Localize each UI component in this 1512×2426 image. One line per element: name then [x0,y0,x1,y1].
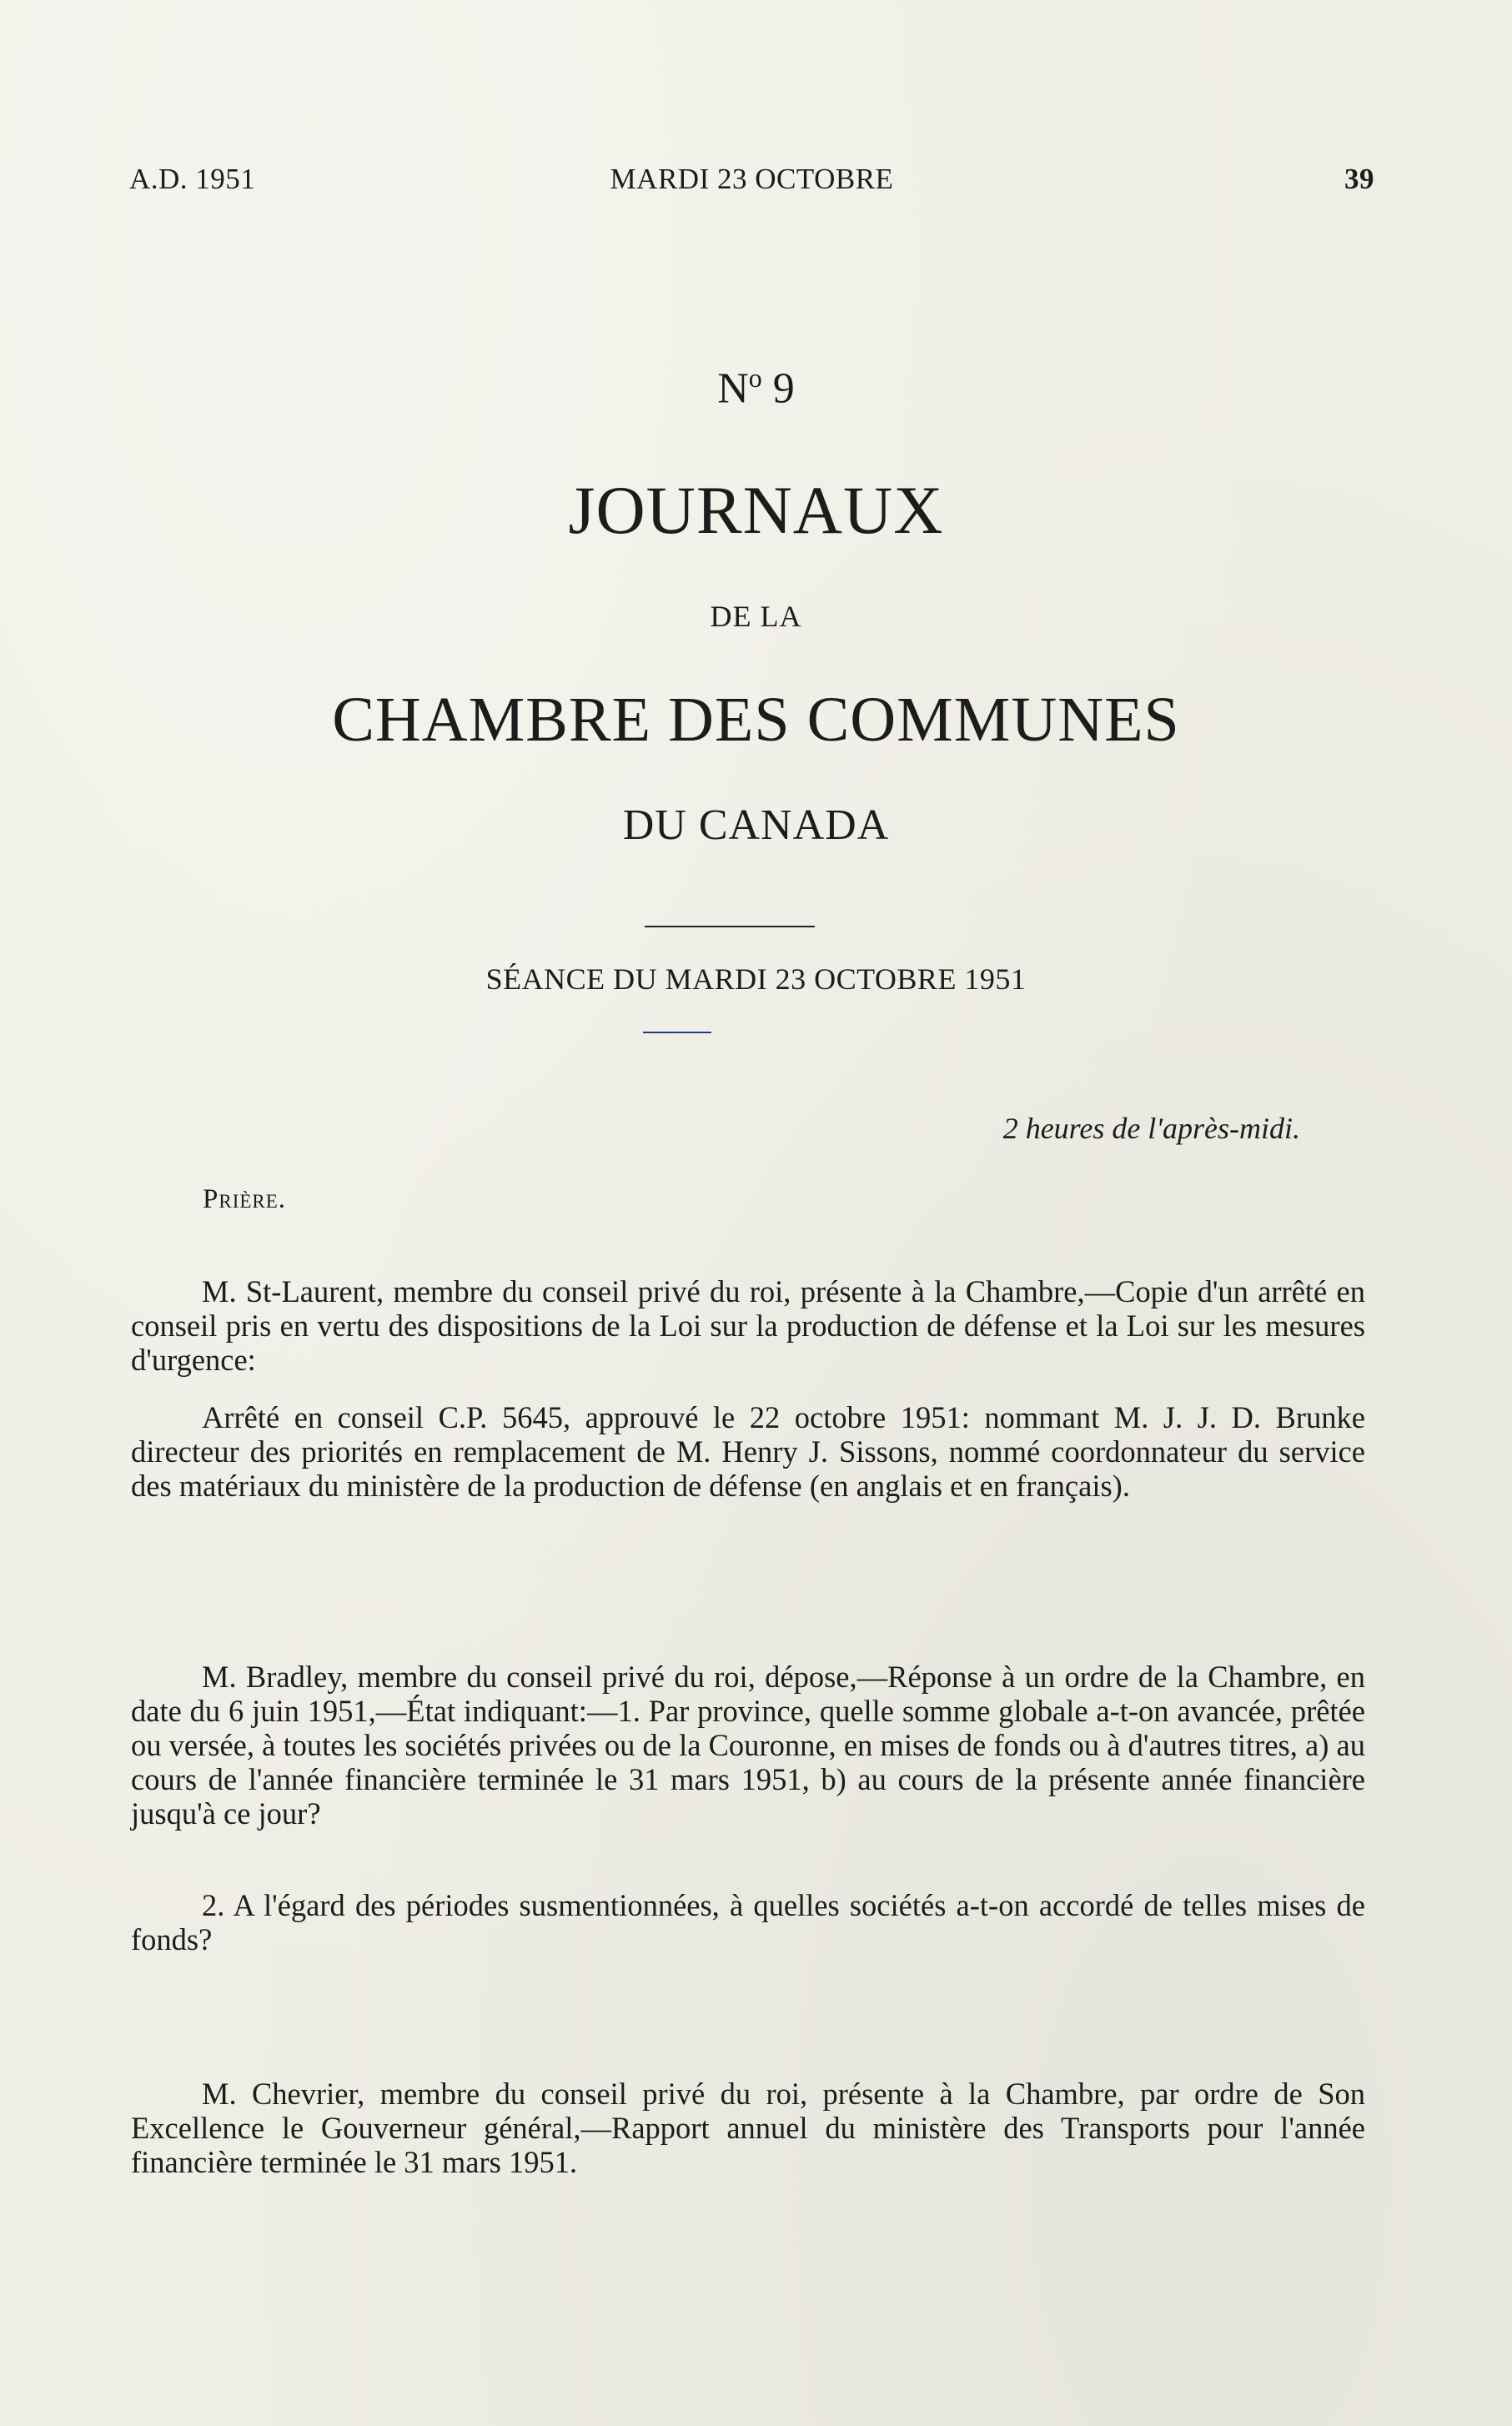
paragraph [131,1660,1365,1831]
paragraph-text: M. St-Laurent, membre du conseil privé du roi, présente à la Chambre,—Copie d'un arrêté en conseil pris en vertu des dispositions de la Loi sur la production de défense et la Loi sur les mesures d'urgence: [131,1274,1365,1377]
page-number: 39 [1344,163,1374,195]
title-journaux: JOURNAUX [568,472,944,548]
divider-rule [645,926,815,927]
paragraph [131,2077,1365,2179]
paragraph-text: M. Bradley, membre du conseil privé du roi, dépose,—Réponse à un ordre de la Chambre, en date du 6 juin 1951,—État indiquant:—1. Par province, quelle somme globale a-t-on avancée, prêtée ou versée, à toutes les sociétés privées ou de la Couronne, en mises de fonds ou à d'autres titres, a) au cours de l'année financière terminée le 31 mars 1951, b) au cours de la présente année financière jusqu'à ce jour? [131,1660,1365,1831]
paragraph-text: Arrêté en conseil C.P. 5645, approuvé le 22 octobre 1951: nommant M. J. J. D. Brunke directeur des priorités en remplacement de M. Henry J. Sissons, nommé coordonnateur du service des matériaux du ministère de la production de défense (en anglais et en français). [131,1400,1365,1503]
paragraph [131,1888,1365,1956]
paragraph [131,1274,1365,1377]
priere-heading: Prière. [203,1184,287,1214]
paragraph-text: 2. A l'égard des périodes susmentionnées, à quelles sociétés a-t-on accordé de telles mises de fonds? [131,1888,1365,1956]
issue-sup: o [748,363,762,393]
title-chambre: CHAMBRE DES COMMUNES [332,685,1180,755]
issue-prefix: N [717,364,749,413]
running-header [129,163,1374,204]
header-year: A.D. 1951 [129,163,256,195]
title-du-canada: DU CANADA [622,801,890,849]
paragraph [131,1400,1365,1503]
header-date: MARDI 23 OCTOBRE [610,163,894,195]
paragraph-text: M. Chevrier, membre du conseil privé du roi, présente à la Chambre, par ordre de Son Excellence le Gouverneur général,—Rapport annuel du ministère des Transports pour l'année financière terminée le 31 mars 1951. [131,2077,1365,2179]
issue-number [0,363,1512,413]
short-divider-rule [643,1032,711,1033]
issue-value: 9 [761,364,795,413]
session-time: 2 heures de l'après-midi. [1002,1112,1300,1145]
session-heading: SÉANCE DU MARDI 23 OCTOBRE 1951 [485,962,1027,996]
title-de-la: DE LA [710,600,802,633]
